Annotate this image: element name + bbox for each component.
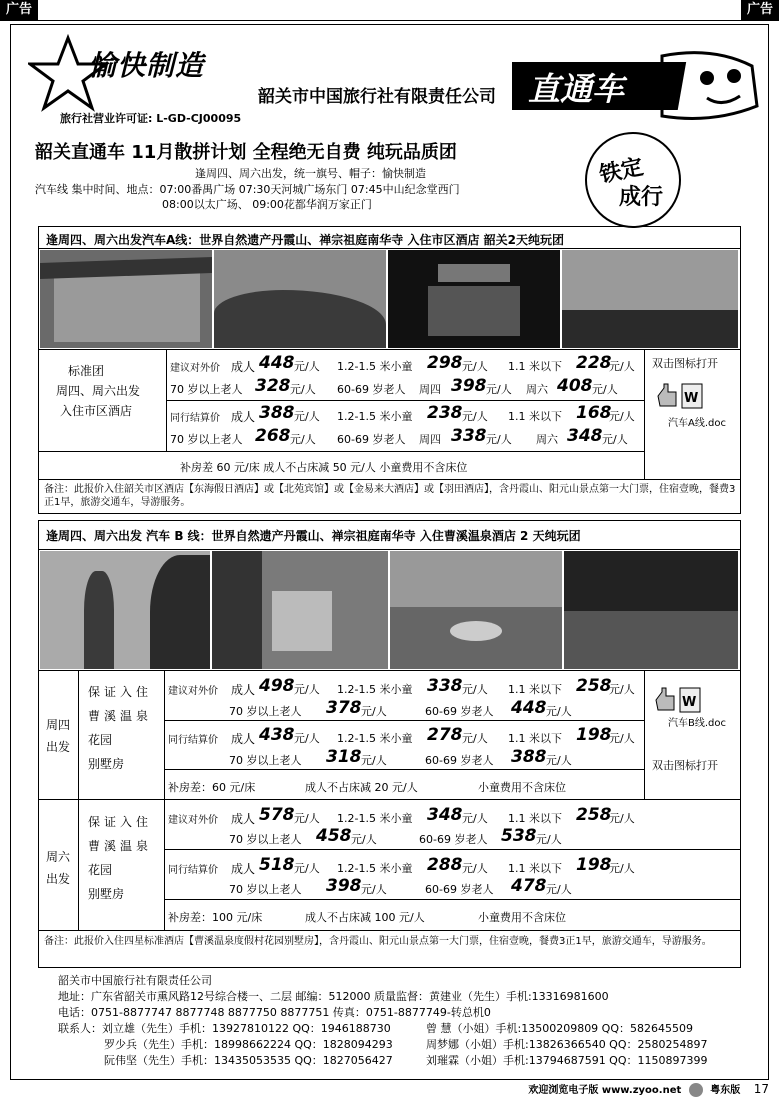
room-extra: 补房差：60 元/床 <box>168 781 256 794</box>
infant-label: 1.1 米以下 <box>508 732 562 745</box>
contact-line: 曾 慧（小姐）手机:13500209809 QQ：582645509 <box>426 1022 693 1035</box>
section-a-title: 逢周四、周六出发汽车A线：世界自然遗产丹霞山、禅宗祖庭南华寺 入住市区酒店 韶关2天纯玩团 <box>46 233 564 247</box>
file-name[interactable]: 汽车B线.doc <box>668 718 727 729</box>
senior70-label: 70 岁以上老人 <box>229 705 302 718</box>
senior60-label: 60-69 岁老人 <box>419 833 488 846</box>
senior70-label: 70 岁以上老人 <box>229 833 302 846</box>
contact-line: 联系人：刘立雄（先生）手机：13927810122 QQ：1946188730 <box>58 1022 391 1035</box>
unit: 元/人 <box>294 862 320 875</box>
brand-logo <box>28 34 242 125</box>
top-rule <box>0 20 779 21</box>
no-bed-discount: 成人不占床减 100 元/人 <box>305 911 425 924</box>
price-senior70: 378 <box>326 698 362 718</box>
divider <box>164 769 644 770</box>
divider <box>38 549 741 550</box>
unit: 元/人 <box>609 862 635 875</box>
thu-label: 周四 <box>419 433 441 446</box>
divider <box>166 400 644 401</box>
unit: 元/人 <box>290 433 316 446</box>
note-b: 备注：此报价入住四星标准酒店【曹溪温泉度假村花园别墅房】，含丹霞山、阳元山景点第一大门票，住宿壹晚，餐费3正1早，旅游交通车，导游服务。 <box>44 936 712 947</box>
note-a: 备注：此报价入住韶关市区酒店【东海假日酒店】或【北苑宾馆】或【金易来大酒店】或【羽田酒店】，含丹霞山、阳元山景点第一大门票，住宿壹晚，餐费3正1早，旅游交通车，导游服务。 <box>44 484 736 508</box>
unit: 元/人 <box>609 360 635 373</box>
price-child: 348 <box>427 805 463 825</box>
infant-label: 1.1 米以下 <box>508 812 562 825</box>
footer-phone: 电话：0751-8877747 8877748 8877750 8877751 传真：0751-8877749-转总机0 <box>58 1006 491 1019</box>
svg-text:W: W <box>682 695 697 710</box>
price-infant: 168 <box>576 403 612 423</box>
svg-text:W: W <box>684 391 699 406</box>
child-label: 1.2-1.5 米小童 <box>337 683 413 696</box>
sat-label: 周六 <box>526 383 548 396</box>
photo-city-river <box>562 250 738 348</box>
hotel-line: 别墅房 <box>88 887 125 901</box>
footer-address: 地址：广东省韶关市熏风路12号综合楼一、二层 邮编：512000 质量监督：黄建业（先生）手机:13316981600 <box>58 990 609 1003</box>
divider <box>164 720 644 721</box>
hotel-line: 保证入住 <box>88 815 153 829</box>
divider <box>38 799 741 800</box>
photo-night-pavilion <box>388 250 560 348</box>
unit: 元/人 <box>294 360 320 373</box>
price-senior70: 268 <box>255 426 291 446</box>
price-infant: 258 <box>576 805 612 825</box>
senior60-label: 60-69 岁老人 <box>337 433 406 446</box>
seal-top-text: 铁定 <box>597 154 646 189</box>
child-label: 1.2-1.5 米小童 <box>337 862 413 875</box>
unit: 元/人 <box>294 732 320 745</box>
retail-label: 建议对外价 <box>168 815 218 826</box>
child-note: 小童费用不含床位 <box>478 781 566 794</box>
hotel-type: 入住市区酒店 <box>60 404 133 418</box>
price-infant: 228 <box>576 353 612 373</box>
infant-label: 1.1 米以下 <box>508 862 562 875</box>
open-hint: 双击图标打开 <box>652 759 718 772</box>
guaranteed-seal <box>585 132 681 228</box>
unit: 元/人 <box>462 862 488 875</box>
divider <box>38 349 741 350</box>
divider <box>38 930 741 931</box>
divider <box>644 349 645 479</box>
unit: 元/人 <box>361 705 387 718</box>
unit: 元/人 <box>294 410 320 423</box>
child-note: 小童费用不含床位 <box>478 911 566 924</box>
price-child: 298 <box>427 353 463 373</box>
price-adult: 438 <box>259 725 295 745</box>
senior70-label: 70 岁以上老人 <box>229 754 302 767</box>
photo-nanhua-temple <box>212 551 388 669</box>
divider <box>38 248 741 249</box>
thu-label: 周四 <box>419 383 441 396</box>
retail-label: 建议对外价 <box>168 686 218 697</box>
trade-label: 同行结算价 <box>168 735 218 746</box>
photo-rock-cliff <box>40 551 210 669</box>
price-infant: 258 <box>576 676 612 696</box>
hotel-line: 曹溪温泉 <box>88 709 153 723</box>
photo-night-city <box>564 551 738 669</box>
contact-line: 周梦娜（小姐）手机:13826366540 QQ：2580254897 <box>426 1038 708 1051</box>
price-infant: 198 <box>576 725 612 745</box>
departure-info: 逢周四、周六出发，统一旗号、帽子：愉快制造 <box>195 167 426 180</box>
senior70-label: 70 岁以上老人 <box>229 883 302 896</box>
divider <box>38 479 741 480</box>
ad-label-left: 广告 <box>0 0 38 20</box>
adult-label: 成人 <box>231 862 256 876</box>
child-label: 1.2-1.5 米小童 <box>337 732 413 745</box>
unit: 元/人 <box>462 812 488 825</box>
page-number: 17 <box>753 1082 769 1096</box>
unit: 元/人 <box>486 433 512 446</box>
ad-label-right: 广告 <box>741 0 779 20</box>
sat-group: 周六 <box>46 850 71 864</box>
unit: 元/人 <box>609 812 635 825</box>
direct-bus-logo <box>512 46 762 124</box>
photo-temple-complex <box>390 551 562 669</box>
seal-bottom-text: 成行 <box>619 185 664 210</box>
hotel-line: 花园 <box>88 733 113 747</box>
edition-badge <box>689 1083 703 1097</box>
trade-label: 同行结算价 <box>168 865 218 876</box>
room-extra: 补房差：100 元/床 <box>168 911 263 924</box>
room-extras: 补房差 60 元/床 成人不占床减 50 元/人 小童费用不含床位 <box>180 461 468 474</box>
pickup-times-1: 汽车线 集中时间、地点：07:00番禺广场 07:30天河城广场东门 07:45中山纪念堂西门 <box>35 183 460 196</box>
price-adult: 388 <box>259 403 295 423</box>
unit: 元/人 <box>294 812 320 825</box>
headline: 韶关直通车 11月散拼计划 全程绝无自费 纯玩品质团 <box>35 142 457 163</box>
hotel-line: 曹溪温泉 <box>88 839 153 853</box>
hotel-line: 花园 <box>88 863 113 877</box>
price-sat: 348 <box>567 426 603 446</box>
senior60-label: 60-69 岁老人 <box>425 705 494 718</box>
price-sat: 408 <box>557 376 593 396</box>
thu-group: 周四 <box>46 718 71 732</box>
unit: 元/人 <box>546 705 572 718</box>
unit: 元/人 <box>536 833 562 846</box>
unit: 元/人 <box>290 383 316 396</box>
unit: 元/人 <box>609 683 635 696</box>
senior70-label: 70 岁以上老人 <box>170 433 243 446</box>
direct-bus-text: 直通车 <box>528 70 625 108</box>
open-hint: 双击图标打开 <box>652 357 718 370</box>
contact-line: 阮伟坚（先生）手机：13435053535 QQ：1827056427 <box>104 1054 393 1067</box>
senior60-label: 60-69 岁老人 <box>425 754 494 767</box>
sat-group: 出发 <box>46 872 71 886</box>
hotel-line: 保证入住 <box>88 685 153 699</box>
price-child: 278 <box>427 725 463 745</box>
adult-label: 成人 <box>231 360 256 374</box>
price-adult: 448 <box>259 353 295 373</box>
no-bed-discount: 成人不占床减 20 元/人 <box>305 781 418 794</box>
adult-label: 成人 <box>231 410 256 424</box>
price-senior60: 478 <box>511 876 547 896</box>
unit: 元/人 <box>294 683 320 696</box>
photo-temple-gate <box>40 250 212 348</box>
unit: 元/人 <box>361 754 387 767</box>
adult-label: 成人 <box>231 732 256 746</box>
senior70-label: 70 岁以上老人 <box>170 383 243 396</box>
file-name[interactable]: 汽车A线.doc <box>668 418 726 429</box>
unit: 元/人 <box>462 732 488 745</box>
price-senior70: 318 <box>326 747 362 767</box>
license-number: 旅行社营业许可证: L-GD-CJ00095 <box>60 112 242 125</box>
doc-file-icon[interactable] <box>656 382 699 408</box>
adult-label: 成人 <box>231 683 256 697</box>
price-infant: 198 <box>576 855 612 875</box>
section-b-title: 逢周四、周六出发 汽车 B 线：世界自然遗产丹霞山、禅宗祖庭南华寺 入住曹溪温泉酒店 2 天纯玩团 <box>46 529 581 543</box>
divider <box>164 849 741 850</box>
price-child: 288 <box>427 855 463 875</box>
infant-label: 1.1 米以下 <box>508 683 562 696</box>
divider <box>164 670 165 930</box>
price-senior60: 448 <box>511 698 547 718</box>
child-label: 1.2-1.5 米小童 <box>337 410 413 423</box>
price-adult: 498 <box>259 676 295 696</box>
price-adult: 518 <box>259 855 295 875</box>
sat-label: 周六 <box>536 433 558 446</box>
price-thu: 398 <box>451 376 487 396</box>
price-senior60: 388 <box>511 747 547 767</box>
divider <box>38 451 644 452</box>
departure-days: 周四、周六出发 <box>56 384 141 398</box>
thu-group: 出发 <box>46 740 71 754</box>
unit: 元/人 <box>361 883 387 896</box>
doc-file-icon[interactable] <box>654 686 697 712</box>
divider <box>78 670 79 930</box>
unit: 元/人 <box>609 410 635 423</box>
price-senior70: 328 <box>255 376 291 396</box>
photo-danxia-mountain <box>214 250 386 348</box>
price-child: 238 <box>427 403 463 423</box>
edition: 粤东版 <box>710 1085 741 1096</box>
price-adult: 578 <box>259 805 295 825</box>
child-label: 1.2-1.5 米小童 <box>337 360 413 373</box>
unit: 元/人 <box>351 833 377 846</box>
contact-line: 罗少兵（先生）手机：18998662224 QQ：1828094293 <box>104 1038 393 1051</box>
unit: 元/人 <box>546 754 572 767</box>
unit: 元/人 <box>462 683 488 696</box>
company-name: 韶关市中国旅行社有限责任公司 <box>258 87 496 107</box>
price-child: 338 <box>427 676 463 696</box>
divider <box>38 670 741 671</box>
unit: 元/人 <box>609 732 635 745</box>
retail-label: 建议对外价 <box>170 363 220 374</box>
unit: 元/人 <box>546 883 572 896</box>
site-link[interactable]: 欢迎浏览电子版 www.zyoo.net <box>528 1085 682 1096</box>
divider <box>164 899 741 900</box>
unit: 元/人 <box>602 433 628 446</box>
price-senior60: 538 <box>501 826 537 846</box>
contact-line: 刘璀霖（小姐）手机:13794687591 QQ：1150897399 <box>426 1054 708 1067</box>
footer-company: 韶关市中国旅行社有限责任公司 <box>58 974 212 987</box>
price-thu: 338 <box>451 426 487 446</box>
price-senior70: 458 <box>316 826 352 846</box>
group-type: 标准团 <box>68 364 105 378</box>
senior60-label: 60-69 岁老人 <box>337 383 406 396</box>
trade-label: 同行结算价 <box>170 413 220 424</box>
unit: 元/人 <box>462 410 488 423</box>
price-senior70: 398 <box>326 876 362 896</box>
page-footer-bar <box>528 1081 769 1097</box>
infant-label: 1.1 米以下 <box>508 410 562 423</box>
senior60-label: 60-69 岁老人 <box>425 883 494 896</box>
unit: 元/人 <box>486 383 512 396</box>
child-label: 1.2-1.5 米小童 <box>337 812 413 825</box>
divider <box>644 670 645 800</box>
infant-label: 1.1 米以下 <box>508 360 562 373</box>
unit: 元/人 <box>592 383 618 396</box>
hotel-line: 别墅房 <box>88 757 125 771</box>
brand-name: 愉快制造 <box>88 49 205 82</box>
unit: 元/人 <box>462 360 488 373</box>
pickup-times-2: 08:00以太广场、 09:00花都华润万家正门 <box>162 198 372 211</box>
adult-label: 成人 <box>231 812 256 826</box>
